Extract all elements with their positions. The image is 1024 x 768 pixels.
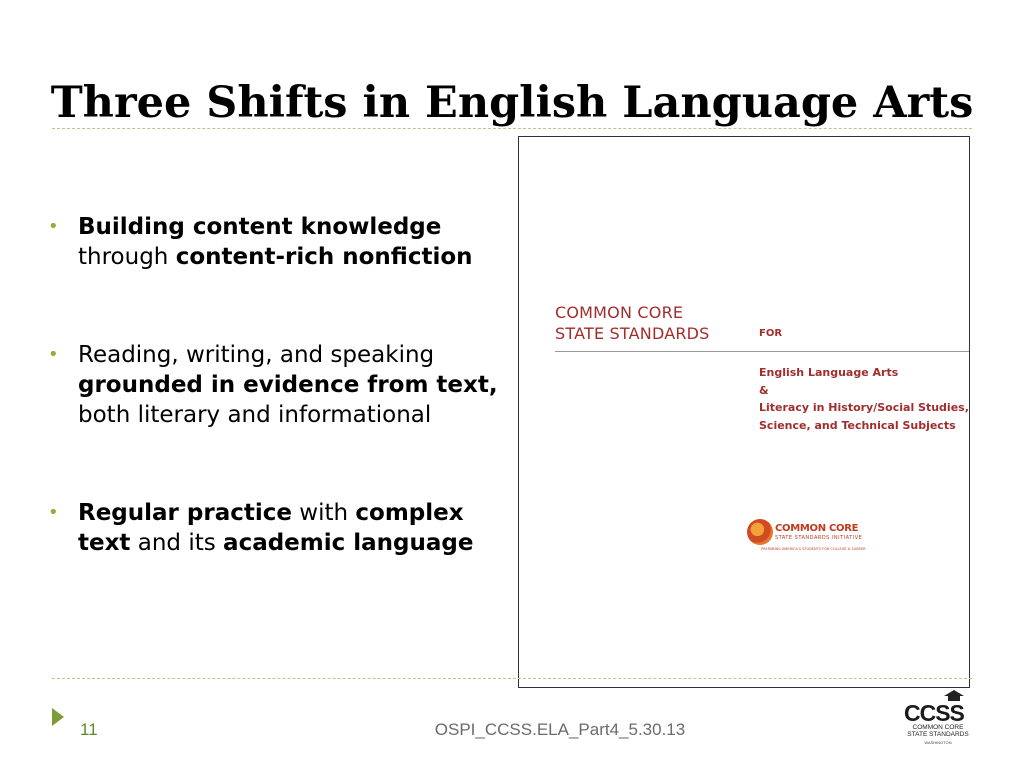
bullet-item xyxy=(48,212,508,272)
common-core-initiative-logo xyxy=(747,517,867,557)
bullet-text: academic language xyxy=(223,530,474,556)
bullet-text: Regular practice xyxy=(78,500,292,526)
cover-for-label: FOR xyxy=(759,328,783,339)
bullet-text: both literary and informational xyxy=(78,402,432,428)
bullet-item xyxy=(48,498,508,558)
bullet-item xyxy=(48,340,508,430)
bottom-divider xyxy=(52,678,972,679)
logo-tagline: PREPARING AMERICA'S STUDENTS FOR COLLEGE & CAREER xyxy=(761,547,866,551)
cover-heading-line1: COMMON CORE xyxy=(555,303,684,322)
bullet-list xyxy=(48,212,508,558)
logo-subtitle: STATE STANDARDS INITIATIVE xyxy=(775,535,863,541)
ccss-mark: CCSS xyxy=(904,700,964,726)
ccss-line1: COMMON CORE xyxy=(912,724,964,731)
footer-text: OSPI_CCSS.ELA_Part4_5.30.13 xyxy=(434,720,686,739)
bullet-text: Building content knowledge xyxy=(78,214,442,240)
swirl-icon xyxy=(747,519,773,545)
play-arrow-icon xyxy=(52,708,64,726)
bullet-text: Reading, writing, and speaking xyxy=(78,342,435,368)
cover-subject-line: Literacy in History/Social Studies, xyxy=(759,401,969,414)
ccss-washington-logo xyxy=(898,690,978,750)
cover-divider xyxy=(555,351,969,352)
bullet-text: grounded in evidence from text, xyxy=(78,372,498,398)
bullet-text: through xyxy=(78,244,176,270)
bullet-dot-icon: • xyxy=(48,216,59,237)
bullet-dot-icon: • xyxy=(48,344,59,365)
slide-title: Three Shifts in English Language Arts xyxy=(50,78,974,128)
bullet-text: and its xyxy=(130,530,224,556)
bullet-dot-icon: • xyxy=(48,502,59,523)
page-number: 11 xyxy=(80,720,98,739)
top-divider xyxy=(52,128,972,129)
cover-subject-line: & xyxy=(759,383,769,397)
cover-heading-line2: STATE STANDARDS xyxy=(555,324,710,343)
bullet-text: content-rich nonfiction xyxy=(175,244,473,270)
logo-title: COMMON CORE xyxy=(775,523,859,534)
ccss-line2: STATE STANDARDS xyxy=(907,731,969,738)
ccss-line3: WASHINGTON xyxy=(924,740,952,745)
bullet-text: with xyxy=(291,500,356,526)
cover-subject-line: Science, and Technical Subjects xyxy=(759,418,956,432)
standards-cover-image xyxy=(518,136,970,688)
cover-heading xyxy=(555,302,710,344)
bullet-text: complex text xyxy=(78,500,464,556)
cover-subjects xyxy=(759,364,969,434)
cover-subject-line: English Language Arts xyxy=(759,366,899,379)
